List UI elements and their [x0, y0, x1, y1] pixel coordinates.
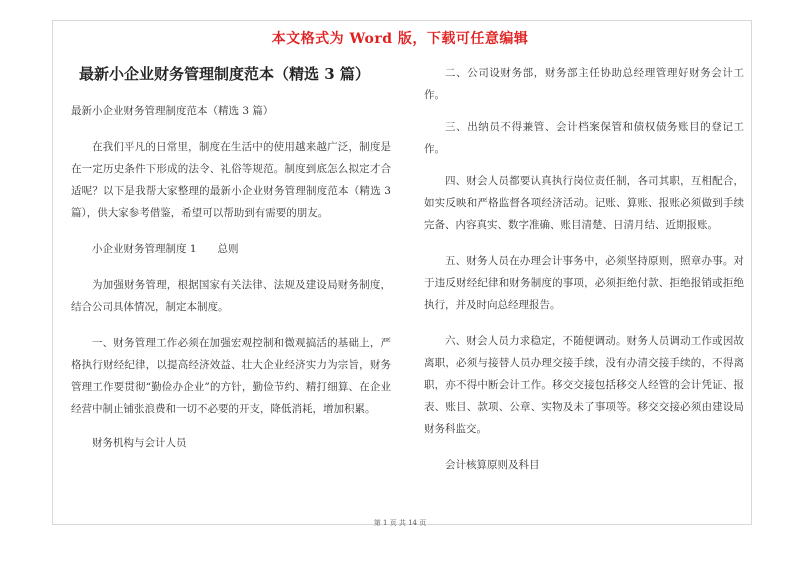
article-2-paragraph: 二、公司设财务部，财务部主任协助总经理管理好财务会计工作。 [424, 67, 744, 101]
right-column [424, 62, 744, 490]
word-format-banner: 本文格式为 Word 版，下载可任意编辑 [271, 31, 529, 47]
page-number: 第 1 页 共 14 页 [373, 519, 427, 527]
section-heading-accounting: 会计核算原则及科目 [445, 459, 540, 471]
article-4-paragraph: 四、财会人员都要认真执行岗位责任制，各司其职，互相配合，如实反映和严格监督各项经济活动。记账、算账、报账必须做到手续完备、内容真实、数字准确、账目清楚、日清月结、近期报账。 [424, 175, 744, 231]
left-column [71, 62, 391, 468]
article-1-paragraph: 一、财务管理工作必须在加强宏观控制和微观搞活的基础上，严格执行财经纪律，以提高经济效益、壮大企业经济实力为宗旨，财务管理工作要贯彻“勤俭办企业”的方针，勤俭节约、精打细算、在企业经营中制止铺张浪费和一切不必要的开支，降低消耗，增加积累。 [71, 337, 391, 415]
section-heading-finance-staff: 财务机构与会计人员 [92, 437, 187, 449]
document-title: 最新小企业财务管理制度范本（精选 3 篇） [79, 65, 370, 83]
section-heading-general: 小企业财务管理制度 1 总则 [92, 243, 239, 255]
intro-paragraph: 在我们平凡的日常里，制度在生活中的使用越来越广泛，制度是在一定历史条件下形成的法令、礼俗等规范。制度到底怎么拟定才合适呢？以下是我帮大家整理的最新小企业财务管理制度范本（精选 3 篇），供大家参考借鉴，希望可以帮助到有需要的朋友。 [71, 141, 391, 219]
article-6-paragraph: 六、财会人员力求稳定，不随便调动。财务人员调动工作或因故离职，必须与接替人员办理交接手续，没有办清交接手续的，不得离职，亦不得中断会计工作。移交交接包括移交人经管的会计凭证、报表、账目、款项、公章、实物及未了事项等。移交交接必须由建设局财务科监交。 [424, 335, 744, 435]
article-5-paragraph: 五、财务人员在办理会计事务中，必须坚持原则，照章办事。对于违反财经纪律和财务制度的事项，必须拒绝付款、拒绝报销或拒绝执行，并及时向总经理报告。 [424, 255, 744, 311]
article-3-paragraph: 三、出纳员不得兼管、会计档案保管和债权债务账目的登记工作。 [424, 121, 744, 155]
document-subtitle: 最新小企业财务管理制度范本（精选 3 篇） [71, 105, 274, 117]
purpose-paragraph: 为加强财务管理，根据国家有关法律、法规及建设局财务制度，结合公司具体情况，制定本制度。 [71, 279, 391, 313]
